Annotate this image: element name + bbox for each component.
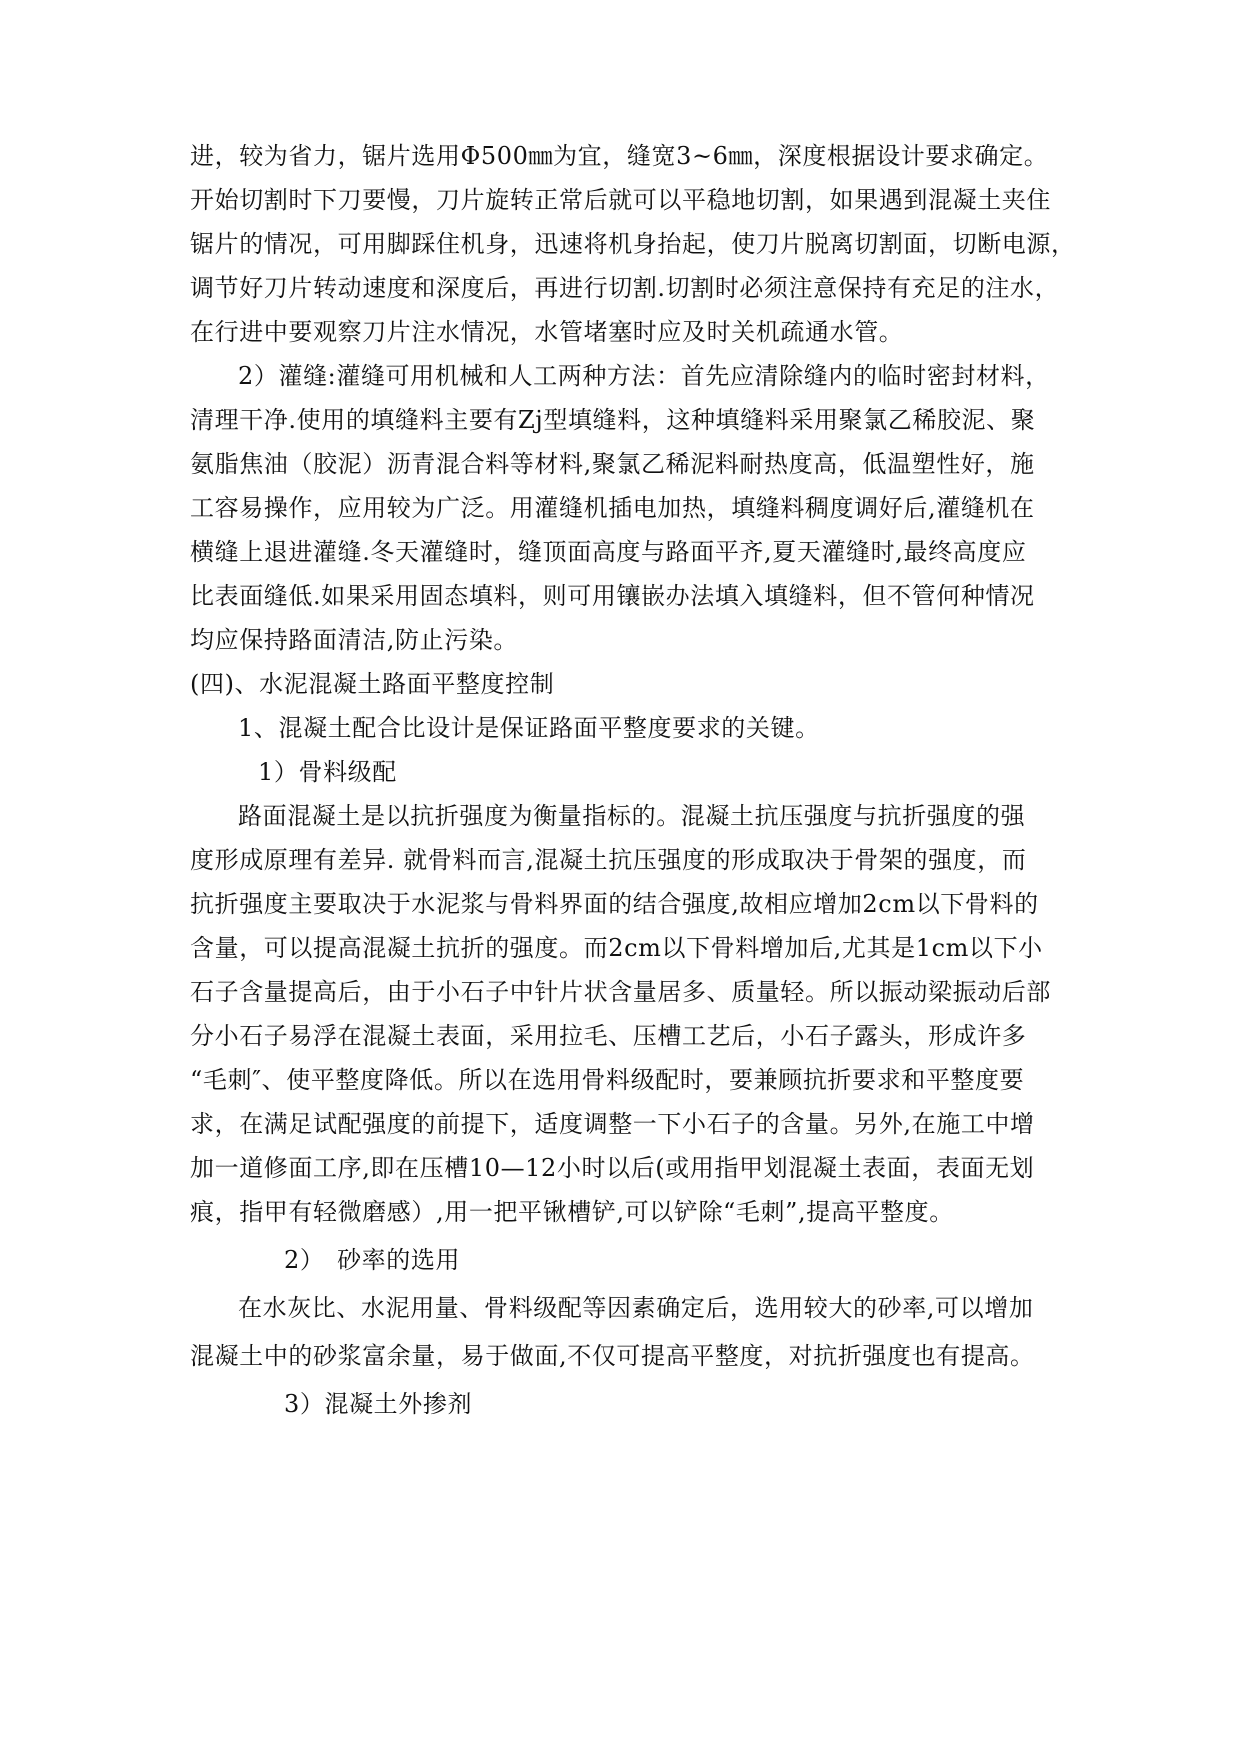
text-line: 进，较为省力，锯片选用Φ500㎜为宜，缝宽3~6㎜，深度根据设计要求确定。	[190, 142, 1049, 170]
text-line: 氨脂焦油（胶泥）沥青混合料等材料,聚氯乙稀泥料耐热度高，低温塑性好，施	[190, 450, 1035, 478]
text-line: 均应保持路面清洁,防止污染。	[190, 626, 519, 654]
text-line: 石子含量提高后，由于小石子中针片状含量居多、质量轻。所以振动梁振动后部	[190, 978, 1051, 1006]
text-line: 2）灌缝:灌缝可用机械和人工两种方法：首先应清除缝内的临时密封材料，	[238, 362, 1050, 390]
text-line: 在行进中要观察刀片注水情况，水管堵塞时应及时关机疏通水管。	[190, 318, 904, 346]
text-line: 度形成原理有差异. 就骨料而言,混凝土抗压强度的形成取决于骨架的强度，而	[190, 846, 1027, 874]
text-line: 锯片的情况，可用脚踩住机身，迅速将机身抬起，使刀片脱离切割面，切断电源，	[190, 230, 1076, 258]
text-line: 开始切割时下刀要慢，刀片旋转正常后就可以平稳地切割，如果遇到混凝土夹住	[190, 186, 1051, 214]
text-line: 工容易操作，应用较为广泛。用灌缝机插电加热，填缝料稠度调好后,灌缝机在	[190, 494, 1035, 522]
text-line: 加一道修面工序,即在压槽10—12小时以后(或用指甲划混凝土表面，表面无划	[190, 1154, 1035, 1182]
text-line: 混凝土中的砂浆富余量，易于做面,不仅可提高平整度，对抗折强度也有提高。	[190, 1342, 1035, 1370]
item-heading: 2） 砂率的选用	[284, 1246, 461, 1274]
text-line: 比表面缝低.如果采用固态填料，则可用镶嵌办法填入填缝料，但不管何种情况	[190, 582, 1035, 610]
text-line: 抗折强度主要取决于水泥浆与骨料界面的结合强度,故相应增加2cm以下骨料的	[190, 890, 1039, 918]
text-line: 分小石子易浮在混凝土表面，采用拉毛、压槽工艺后，小石子露头，形成许多	[190, 1022, 1027, 1050]
subsection-heading: 1、混凝土配合比设计是保证路面平整度要求的关键。	[238, 714, 820, 742]
text-line: 横缝上退进灌缝.冬天灌缝时，缝顶面高度与路面平齐,夏天灌缝时,最终高度应	[190, 538, 1027, 566]
text-line: 痕，指甲有轻微磨感）,用一把平锹槽铲,可以铲除“毛刺”,提高平整度。	[190, 1198, 954, 1226]
text-line: 清理干净.使用的填缝料主要有Zj型填缝料，这种填缝料采用聚氯乙稀胶泥、聚	[190, 406, 1036, 434]
item-heading: 3）混凝土外掺剂	[284, 1390, 473, 1418]
text-line: 路面混凝土是以抗折强度为衡量指标的。混凝土抗压强度与抗折强度的强	[238, 802, 1026, 830]
section-heading: (四)、水泥混凝土路面平整度控制	[190, 670, 555, 698]
item-heading: 1）骨料级配	[258, 758, 397, 786]
text-line: 调节好刀片转动速度和深度后，再进行切割.切割时必须注意保持有充足的注水，	[190, 274, 1060, 302]
text-line: 含量，可以提高混凝土抗折的强度。而2cm以下骨料增加后,尤其是1cm以下小	[190, 934, 1043, 962]
text-line: 在水灰比、水泥用量、骨料级配等因素确定后，选用较大的砂率,可以增加	[238, 1294, 1034, 1322]
text-line: 求，在满足试配强度的前提下，适度调整一下小石子的含量。另外,在施工中增	[190, 1110, 1035, 1138]
text-line: “毛刺″、使平整度降低。所以在选用骨料级配时，要兼顾抗折要求和平整度要	[190, 1066, 1025, 1094]
